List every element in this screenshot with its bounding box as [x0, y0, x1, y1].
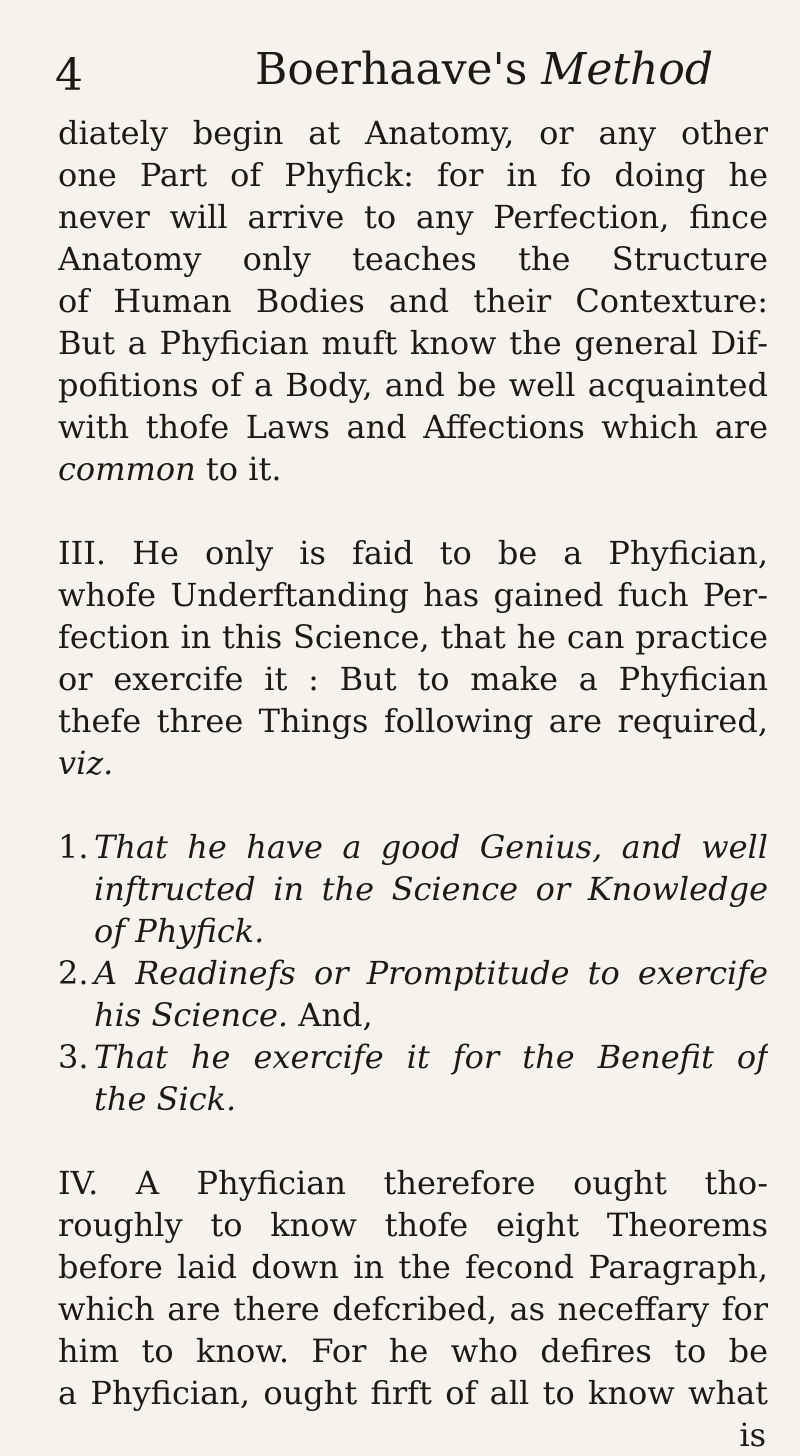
running-title: [255, 40, 713, 100]
list-text: That he have a good Genius, and well: [94, 828, 768, 866]
list-line: of Phyfick.: [94, 912, 265, 950]
list-text: That he exercife it for the Benefit of: [94, 1038, 768, 1076]
text-line: But a Phyfician muft know the general Dif-: [58, 324, 768, 362]
list-text-normal: And,: [288, 996, 373, 1034]
text-line: of Human Bodies and their Contexture:: [58, 282, 768, 320]
text-line: Anatomy only teaches the Structure: [58, 240, 768, 278]
list-item: [58, 952, 768, 1036]
list-line: [58, 994, 768, 1036]
paragraph-gap: [58, 490, 768, 532]
list-number: 3.: [58, 1038, 89, 1076]
running-title-italic: Method: [541, 44, 714, 95]
text-line: a Phyfician, ought firft of all to know what: [58, 1374, 768, 1412]
list-line: [58, 826, 768, 868]
text-line-last: [58, 448, 768, 490]
text-line: diately begin at Anatomy, or any other: [58, 114, 768, 152]
running-title-main: Boerhaave's: [255, 44, 542, 95]
text-line: roughly to know thofe eight Theorems: [58, 1206, 768, 1244]
text-line: or exercife it : But to make a Phyfician: [58, 660, 768, 698]
text-line: IV. A Phyfician therefore ought tho-: [58, 1164, 768, 1202]
text-line: thefe three Things following are required,: [58, 702, 768, 740]
paragraph-gap: [58, 784, 768, 826]
list-text-italic: his Science.: [94, 996, 289, 1034]
text-line-last: viz.: [58, 744, 114, 782]
text-span: to it.: [195, 450, 282, 488]
running-head: [55, 40, 755, 110]
paragraph-1: [58, 112, 768, 490]
list-line: inftructed in the Science or Knowledge: [94, 870, 768, 908]
paragraph-3: [58, 1162, 768, 1456]
text-line: which are there defcribed, as neceffary for: [58, 1290, 768, 1328]
list-line: [58, 1036, 768, 1078]
list-text: A Readinefs or Promptitude to exercife: [94, 954, 768, 992]
body-text: [58, 112, 768, 1456]
text-line: fection in this Science, that he can practice: [58, 618, 768, 656]
list-line: the Sick.: [94, 1080, 237, 1118]
text-line: whofe Underftanding has gained fuch Per-: [58, 576, 768, 614]
paragraph-gap: [58, 1120, 768, 1162]
text-line: before laid down in the fecond Paragraph,: [58, 1248, 768, 1286]
text-line: pofitions of a Body, and be well acquainted: [58, 366, 768, 404]
page-number: 4: [55, 50, 83, 101]
list-item: [58, 1036, 768, 1120]
list-number: 2.: [58, 954, 89, 992]
list-line: [58, 952, 768, 994]
italic-word: common: [58, 450, 196, 488]
list-item: [58, 826, 768, 952]
text-line: III. He only is faid to be a Phyfician,: [58, 534, 768, 572]
text-line: one Part of Phyfick: for in fo doing he: [58, 156, 768, 194]
requirements-list: [58, 826, 768, 1120]
list-number: 1.: [58, 828, 89, 866]
catchword: is: [739, 1416, 766, 1454]
text-line: with thofe Laws and Affections which are: [58, 408, 768, 446]
text-line: never will arrive to any Perfection, fince: [58, 198, 768, 236]
paragraph-2: [58, 532, 768, 784]
text-line: him to know. For he who defires to be: [58, 1332, 768, 1370]
